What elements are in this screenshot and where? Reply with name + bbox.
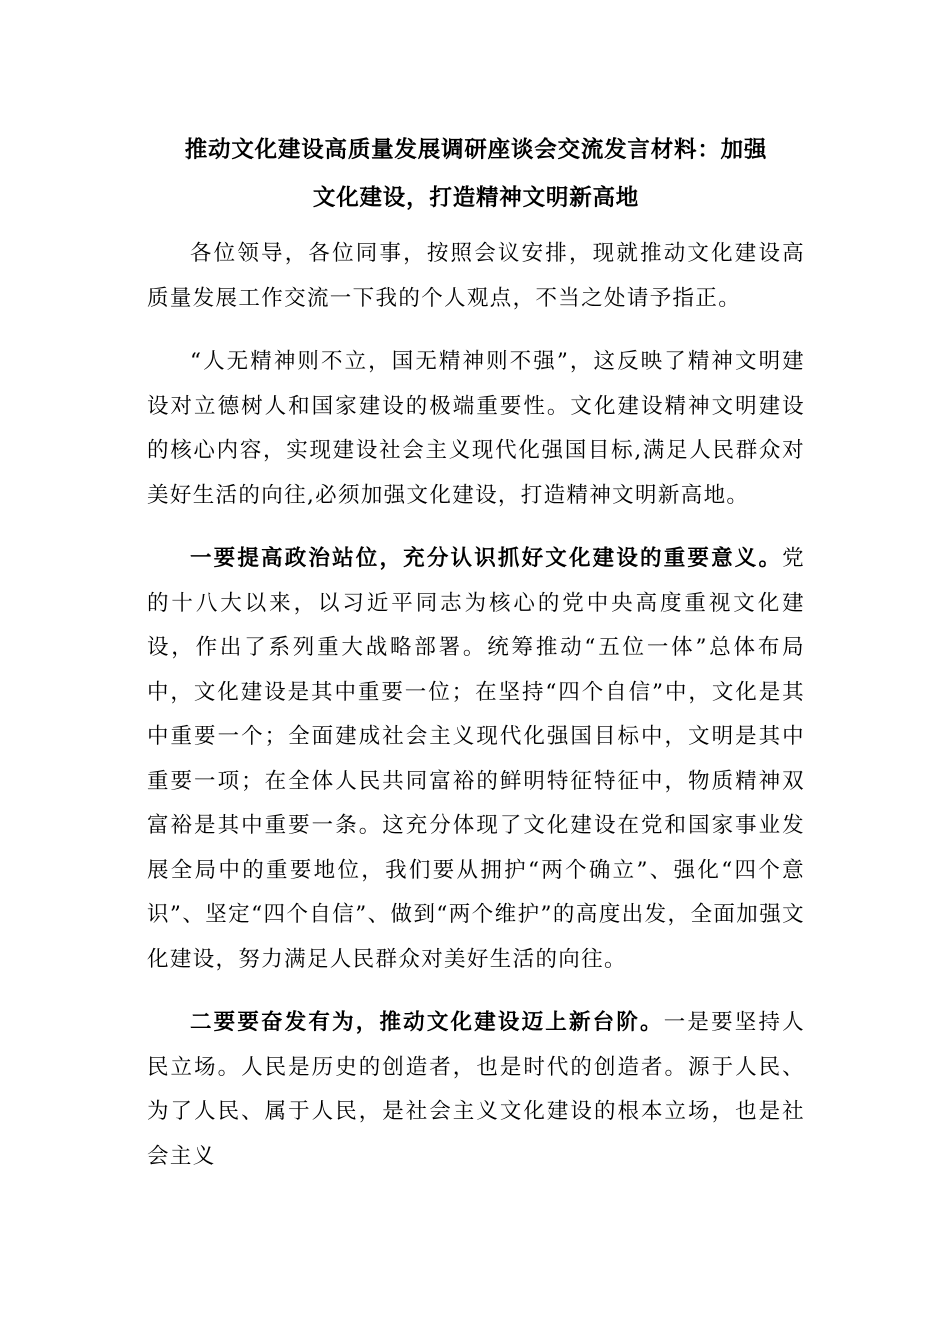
paragraph-lead-heading: 一要提高政治站位，充分认识抓好文化建设的重要意义。 xyxy=(190,546,783,571)
paragraph-text: 党的十八大以来，以习近平同志为核心的党中央高度重视文化建设，作出了系列重大战略部署。统筹推动“五位一体”总体布局中，文化建设是其中重要一位；在坚持“四个自信”中，文化是其中重要一个；全面建成社会主义现代化强国目标中，文明是其中重要一项；在全体人民共同富裕的鲜明特征特征中，物质精神双富裕是其中重要一条。这充分体现了文化建设在党和国家事业发展全局中的重要地位，我们要从拥护“两个确立”、强化“四个意识”、坚定“四个自信”、做到“两个维护”的高度出发，全面加强文化建设，努力满足人民群众对美好生活的向往。 xyxy=(147,546,805,972)
document-page xyxy=(147,126,805,1198)
paragraph-text: 一是要坚持人民立场。人民是历史的创造者，也是时代的创造者。源于人民、为了人民、属于人民，是社会主义文化建设的根本立场，也是社会主义 xyxy=(147,1010,805,1169)
paragraph-point-one xyxy=(147,537,805,982)
title-line-1: 推动文化建设高质量发展调研座谈会交流发言材料：加强 xyxy=(184,137,768,163)
paragraph-quote xyxy=(147,340,805,518)
paragraph-text: “人无精神则不立，国无精神则不强”，这反映了精神文明建设对立德树人和国家建设的极端重要性。文化建设精神文明建设的核心内容，实现建设社会主义现代化强国目标,满足人民群众对美好生活的向往,必须加强文化建设，打造精神文明新高地。 xyxy=(147,349,805,508)
paragraph-point-two xyxy=(147,1001,805,1179)
paragraph-lead-heading: 二要要奋发有为，推动文化建设迈上新台阶。 xyxy=(190,1010,664,1035)
document-title xyxy=(147,126,805,222)
title-line-2: 文化建设，打造精神文明新高地 xyxy=(312,185,640,211)
paragraph-opening xyxy=(147,232,805,321)
paragraph-text: 各位领导，各位同事，按照会议安排，现就推动文化建设高质量发展工作交流一下我的个人观点，不当之处请予指正。 xyxy=(147,241,805,311)
